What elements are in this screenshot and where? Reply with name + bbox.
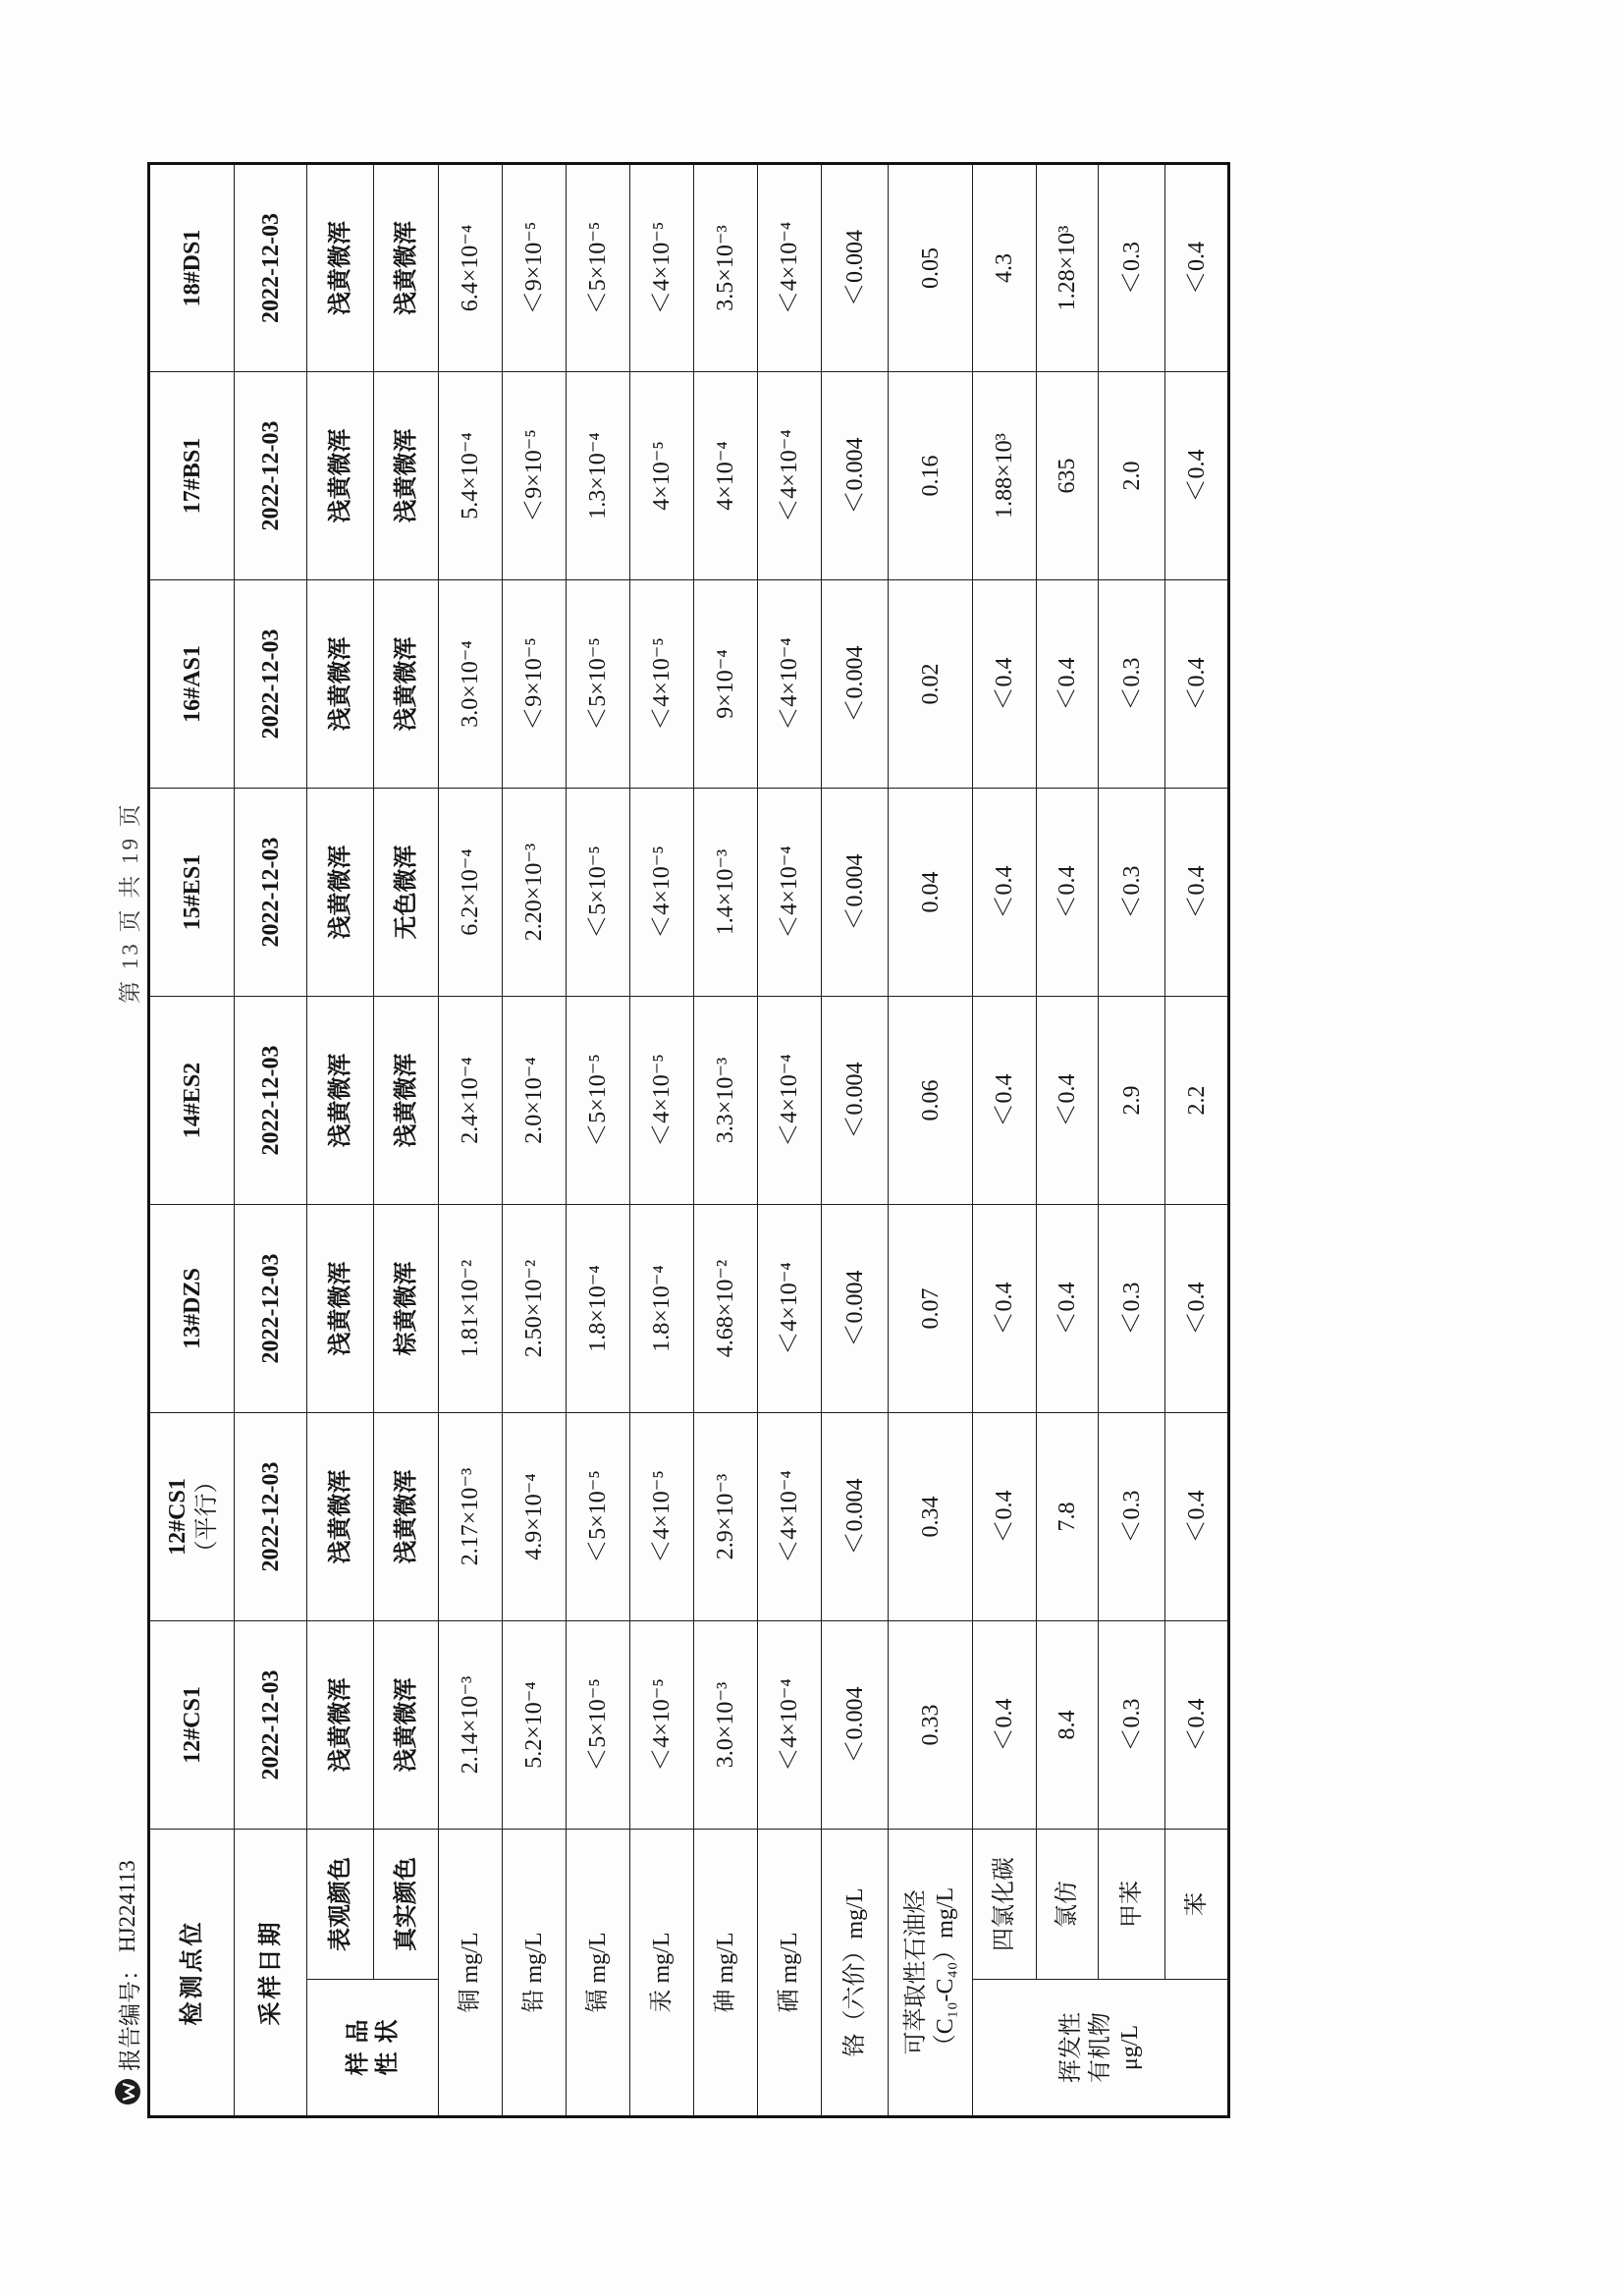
point-header: 18#DS1: [149, 164, 235, 372]
copper-value: 2.4×10⁻⁴: [439, 997, 503, 1205]
date-label: 采样日期: [235, 1830, 307, 2117]
mercury-value: ＜4×10⁻⁵: [630, 1413, 694, 1621]
apparent-color-value: 浅黄微浑: [307, 789, 374, 997]
arsenic-value: 2.9×10⁻³: [694, 1413, 758, 1621]
true-color-label: 真实颜色: [374, 1830, 439, 1980]
petroleum-row: [889, 164, 973, 2117]
date-value: 2022-12-03: [235, 997, 307, 1205]
true-color-value: 棕黄微浑: [374, 1205, 439, 1413]
toluene-value: ＜0.3: [1099, 1413, 1165, 1621]
results-table: [147, 162, 1230, 2118]
true-color-value: 浅黄微浑: [374, 372, 439, 580]
apparent-color-value: 浅黄微浑: [307, 1205, 374, 1413]
benzene-row: [1165, 164, 1229, 2117]
point-header: 14#ES2: [149, 997, 235, 1205]
apparent-color-row: [307, 164, 374, 2117]
petroleum-value: 0.07: [889, 1205, 973, 1413]
date-value: 2022-12-03: [235, 164, 307, 372]
copper-value: 2.17×10⁻³: [439, 1413, 503, 1621]
copper-value: 3.0×10⁻⁴: [439, 580, 503, 789]
lead-value: ＜9×10⁻⁵: [503, 164, 567, 372]
report-number-label: 报告编号：: [117, 1958, 142, 2071]
petroleum-value: 0.34: [889, 1413, 973, 1621]
cadmium-row: [567, 164, 630, 2117]
carbon-tetrachloride-value: ＜0.4: [973, 1621, 1037, 1830]
cadmium-value: ＜5×10⁻⁵: [567, 997, 630, 1205]
report-number-header: [108, 1860, 147, 2106]
voc-group-label: [973, 1980, 1229, 2117]
date-value: 2022-12-03: [235, 1205, 307, 1413]
voc-group-line: μg/L: [1116, 2024, 1143, 2071]
voc-group-line: 挥发性: [1057, 2012, 1084, 2083]
carbon-tetrachloride-value: ＜0.4: [973, 789, 1037, 997]
cadmium-value: ＜5×10⁻⁵: [567, 580, 630, 789]
point-name: 12#CS1: [164, 1478, 190, 1556]
point-header: 13#DZS: [149, 1205, 235, 1413]
carbon-tetrachloride-value: ＜0.4: [973, 1413, 1037, 1621]
arsenic-value: 3.3×10⁻³: [694, 997, 758, 1205]
sample-appearance-group: [307, 1980, 439, 2117]
carbon-tetrachloride-value: ＜0.4: [973, 997, 1037, 1205]
benzene-value: ＜0.4: [1165, 372, 1229, 580]
copper-value: 6.2×10⁻⁴: [439, 789, 503, 997]
hexavalent-chromium-value: ＜0.004: [822, 997, 889, 1205]
chloroform-value: 8.4: [1037, 1621, 1099, 1830]
cadmium-value: 1.3×10⁻⁴: [567, 372, 630, 580]
apparent-color-value: 浅黄微浑: [307, 580, 374, 789]
copper-row: [439, 164, 503, 2117]
rotated-sheet: [98, 162, 1227, 2118]
apparent-color-value: 浅黄微浑: [307, 997, 374, 1205]
lead-label: 铅 mg/L: [503, 1830, 567, 2117]
selenium-value: ＜4×10⁻⁴: [758, 1413, 822, 1621]
arsenic-value: 4×10⁻⁴: [694, 372, 758, 580]
mercury-value: ＜4×10⁻⁵: [630, 580, 694, 789]
toluene-value: ＜0.3: [1099, 580, 1165, 789]
benzene-value: ＜0.4: [1165, 580, 1229, 789]
benzene-value: ＜0.4: [1165, 789, 1229, 997]
toluene-value: 2.9: [1099, 997, 1165, 1205]
petroleum-value: 0.02: [889, 580, 973, 789]
selenium-label: 硒 mg/L: [758, 1830, 822, 2117]
hexavalent-chromium-row: [822, 164, 889, 2117]
petroleum-value: 0.16: [889, 372, 973, 580]
hexavalent-chromium-value: ＜0.004: [822, 1621, 889, 1830]
arsenic-label: 砷 mg/L: [694, 1830, 758, 2117]
chloroform-value: 7.8: [1037, 1413, 1099, 1621]
cadmium-value: 1.8×10⁻⁴: [567, 1205, 630, 1413]
toluene-row: [1099, 164, 1165, 2117]
date-value: 2022-12-03: [235, 580, 307, 789]
true-color-value: 浅黄微浑: [374, 580, 439, 789]
lead-value: 5.2×10⁻⁴: [503, 1621, 567, 1830]
benzene-label: 苯: [1165, 1830, 1229, 1980]
date-value: 2022-12-03: [235, 789, 307, 997]
mercury-value: ＜4×10⁻⁵: [630, 789, 694, 997]
benzene-value: ＜0.4: [1165, 164, 1229, 372]
mercury-label: 汞 mg/L: [630, 1830, 694, 2117]
lead-value: 2.20×10⁻³: [503, 789, 567, 997]
chloroform-row: [1037, 164, 1099, 2117]
petroleum-value: 0.04: [889, 789, 973, 997]
chloroform-value: ＜0.4: [1037, 789, 1099, 997]
true-color-value: 浅黄微浑: [374, 1621, 439, 1830]
toluene-value: ＜0.3: [1099, 1205, 1165, 1413]
point-header: 12#CS1: [149, 1621, 235, 1830]
toluene-value: ＜0.3: [1099, 789, 1165, 997]
selenium-value: ＜4×10⁻⁴: [758, 164, 822, 372]
benzene-value: ＜0.4: [1165, 1621, 1229, 1830]
date-row: [235, 164, 307, 2117]
cadmium-value: ＜5×10⁻⁵: [567, 164, 630, 372]
company-logo-icon: [113, 2077, 142, 2106]
point-header: 17#BS1: [149, 372, 235, 580]
arsenic-value: 1.4×10⁻³: [694, 789, 758, 997]
copper-value: 2.14×10⁻³: [439, 1621, 503, 1830]
benzene-value: 2.2: [1165, 997, 1229, 1205]
date-value: 2022-12-03: [235, 1413, 307, 1621]
cadmium-label: 镉 mg/L: [567, 1830, 630, 2117]
benzene-value: ＜0.4: [1165, 1205, 1229, 1413]
arsenic-value: 4.68×10⁻²: [694, 1205, 758, 1413]
chloroform-value: ＜0.4: [1037, 1205, 1099, 1413]
cadmium-value: ＜5×10⁻⁵: [567, 1413, 630, 1621]
copper-value: 6.4×10⁻⁴: [439, 164, 503, 372]
lead-row: [503, 164, 567, 2117]
point-header: 16#AS1: [149, 580, 235, 789]
hexavalent-chromium-value: ＜0.004: [822, 580, 889, 789]
toluene-value: ＜0.3: [1099, 1621, 1165, 1830]
arsenic-value: 3.5×10⁻³: [694, 164, 758, 372]
apparent-color-label: 表观颜色: [307, 1830, 374, 1980]
chloroform-value: ＜0.4: [1037, 580, 1099, 789]
group-label-line: 性状: [374, 2010, 401, 2076]
cadmium-value: ＜5×10⁻⁵: [567, 1621, 630, 1830]
copper-value: 1.81×10⁻²: [439, 1205, 503, 1413]
hexavalent-chromium-value: ＜0.004: [822, 164, 889, 372]
hexavalent-chromium-value: ＜0.004: [822, 1205, 889, 1413]
benzene-value: ＜0.4: [1165, 1413, 1229, 1621]
selenium-value: ＜4×10⁻⁴: [758, 372, 822, 580]
mercury-value: ＜4×10⁻⁵: [630, 1621, 694, 1830]
voc-group-line: 有机物: [1087, 2012, 1113, 2083]
selenium-value: ＜4×10⁻⁴: [758, 789, 822, 997]
date-value: 2022-12-03: [235, 372, 307, 580]
toluene-label: 甲苯: [1099, 1830, 1165, 1980]
true-color-value: 无色微浑: [374, 789, 439, 997]
carbon-tetrachloride-value: ＜0.4: [973, 1205, 1037, 1413]
hexavalent-chromium-label: 铬（六价）mg/L: [822, 1830, 889, 2117]
parallel-note: （平行）: [193, 1469, 220, 1564]
point-header: [149, 1413, 235, 1621]
carbon-tetrachloride-value: ＜0.4: [973, 580, 1037, 789]
petroleum-label-line: 可萃取性石油烃: [902, 1889, 929, 2055]
true-color-value: 浅黄微浑: [374, 1413, 439, 1621]
date-value: 2022-12-03: [235, 1621, 307, 1830]
selenium-value: ＜4×10⁻⁴: [758, 1621, 822, 1830]
true-color-value: 浅黄微浑: [374, 997, 439, 1205]
toluene-value: ＜0.3: [1099, 164, 1165, 372]
page-number: 第 13 页 共 19 页: [117, 801, 142, 1004]
point-label: 检测点位: [149, 1830, 235, 2117]
apparent-color-value: 浅黄微浑: [307, 1621, 374, 1830]
true-color-value: 浅黄微浑: [374, 164, 439, 372]
toluene-value: 2.0: [1099, 372, 1165, 580]
carbon-tetrachloride-value: 4.3: [973, 164, 1037, 372]
arsenic-value: 9×10⁻⁴: [694, 580, 758, 789]
mercury-value: ＜4×10⁻⁵: [630, 997, 694, 1205]
point-row: [149, 164, 235, 2117]
report-number: HJ224113: [115, 1860, 139, 1952]
copper-label: 铜 mg/L: [439, 1830, 503, 2117]
true-color-row: [374, 164, 439, 2117]
carbon-tetrachloride-row: [973, 164, 1037, 2117]
lead-value: ＜9×10⁻⁵: [503, 372, 567, 580]
hexavalent-chromium-value: ＜0.004: [822, 372, 889, 580]
mercury-value: 4×10⁻⁵: [630, 372, 694, 580]
point-header: 15#ES1: [149, 789, 235, 997]
selenium-value: ＜4×10⁻⁴: [758, 580, 822, 789]
selenium-row: [758, 164, 822, 2117]
petroleum-label: [889, 1830, 973, 2117]
lead-value: 2.50×10⁻²: [503, 1205, 567, 1413]
chloroform-value: 635: [1037, 372, 1099, 580]
selenium-value: ＜4×10⁻⁴: [758, 1205, 822, 1413]
mercury-value: ＜4×10⁻⁵: [630, 164, 694, 372]
petroleum-value: 0.05: [889, 164, 973, 372]
hexavalent-chromium-value: ＜0.004: [822, 789, 889, 997]
mercury-row: [630, 164, 694, 2117]
apparent-color-value: 浅黄微浑: [307, 372, 374, 580]
arsenic-row: [694, 164, 758, 2117]
lead-value: 2.0×10⁻⁴: [503, 997, 567, 1205]
petroleum-label-line: （C₁₀-C₄₀）mg/L: [932, 1886, 958, 2058]
group-label-line: 样品: [345, 2010, 371, 2076]
carbon-tetrachloride-value: 1.88×10³: [973, 372, 1037, 580]
lead-value: 4.9×10⁻⁴: [503, 1413, 567, 1621]
lead-value: ＜9×10⁻⁵: [503, 580, 567, 789]
petroleum-value: 0.06: [889, 997, 973, 1205]
apparent-color-value: 浅黄微浑: [307, 164, 374, 372]
selenium-value: ＜4×10⁻⁴: [758, 997, 822, 1205]
chloroform-value: 1.28×10³: [1037, 164, 1099, 372]
hexavalent-chromium-value: ＜0.004: [822, 1413, 889, 1621]
apparent-color-value: 浅黄微浑: [307, 1413, 374, 1621]
carbon-tetrachloride-label: 四氯化碳: [973, 1830, 1037, 1980]
copper-value: 5.4×10⁻⁴: [439, 372, 503, 580]
petroleum-value: 0.33: [889, 1621, 973, 1830]
chloroform-value: ＜0.4: [1037, 997, 1099, 1205]
mercury-value: 1.8×10⁻⁴: [630, 1205, 694, 1413]
chloroform-label: 氯仿: [1037, 1830, 1099, 1980]
arsenic-value: 3.0×10⁻³: [694, 1621, 758, 1830]
cadmium-value: ＜5×10⁻⁵: [567, 789, 630, 997]
